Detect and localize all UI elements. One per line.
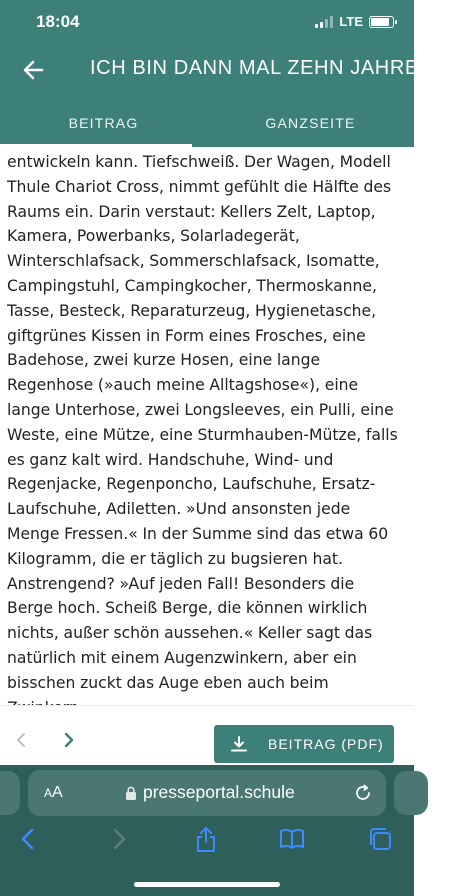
url-text: presseportal.schule [143, 782, 295, 802]
address-bar[interactable] [28, 770, 386, 816]
previous-tab-preview[interactable] [0, 771, 20, 815]
lock-icon [125, 786, 137, 801]
download-icon [230, 735, 248, 753]
status-bar [0, 0, 414, 44]
battery-icon [369, 16, 394, 28]
page-title: ICH BIN DANN MAL ZEHN JAHRE WEG [90, 57, 475, 79]
download-pdf-button[interactable] [214, 725, 394, 763]
tabs-overview-icon[interactable] [366, 825, 394, 853]
back-arrow-icon[interactable] [20, 56, 48, 84]
next-tab-preview[interactable] [394, 771, 428, 815]
previous-arrow-icon[interactable] [12, 730, 32, 750]
next-arrow-icon[interactable] [58, 730, 78, 750]
tab-beitrag[interactable]: BEITRAG [68, 114, 139, 131]
status-time: 18:04 [36, 12, 80, 31]
article-body[interactable] [0, 147, 414, 705]
app-header [0, 44, 475, 98]
home-indicator [134, 882, 280, 887]
network-type: LTE [339, 14, 363, 29]
browser-forward-icon[interactable] [104, 825, 132, 853]
article-text: entwickeln kann. Tiefschweiß. Der Wagen, Modell Thule Chariot Cross, nimmt gefühlt die Hälfte des Raums ein. Darin verstaut: Kellers Zelt, Laptop, Kamera, Powerbanks, Solarladegerät, Winterschlafsack, Sommerschlafsack, Isomatte, Campingstuhl, Campingkocher, Thermoskanne, Tasse, Besteck, Reparaturzeug, Hygienetasche, giftgrünes Kissen in Form eines Frosches, eine Badehose, zwei kurze Hosen, eine lange Regenhose (»auch meine Alltagshose«), eine lange Unterhose, zwei Longsleeves, ein Pulli, eine Weste, eine Mütze, eine Sturmhauben-Mütze, falls es ganz kalt wird. Handschuhe, Wind- und Regenjacke, Regenponcho, Laufschuhe, Ersatz-Laufschuhe, Adiletten. »Und ansonsten jede Menge Fressen.« In der Summe sind das etwa 60 Kilogramm, die er täglich zu bugsieren hat. Anstrengend? »Auf jeden Fall! Besonders die Berge hoch. Scheiß Berge, die können wirklich nichts, außer schön aussehen.« Keller sagt das natürlich mit einem Augenzwinkern, aber ein bisschen zuckt das Auge eben auch beim [7, 153, 398, 692]
article-toolbar [0, 705, 414, 765]
bookmarks-icon[interactable] [278, 825, 306, 853]
tab-ganzseite[interactable]: GANZSEITE [265, 114, 356, 131]
browser-bar [0, 765, 414, 896]
reload-icon[interactable] [353, 783, 373, 803]
tab-bar [0, 98, 414, 147]
share-icon[interactable] [192, 825, 220, 853]
browser-back-icon[interactable] [15, 825, 43, 853]
cellular-signal-icon [315, 16, 333, 28]
download-pdf-label: BEITRAG (PDF) [268, 736, 384, 752]
status-indicators [315, 14, 394, 29]
reader-settings-button[interactable]: AA [44, 784, 63, 801]
browser-toolbar [0, 825, 414, 865]
